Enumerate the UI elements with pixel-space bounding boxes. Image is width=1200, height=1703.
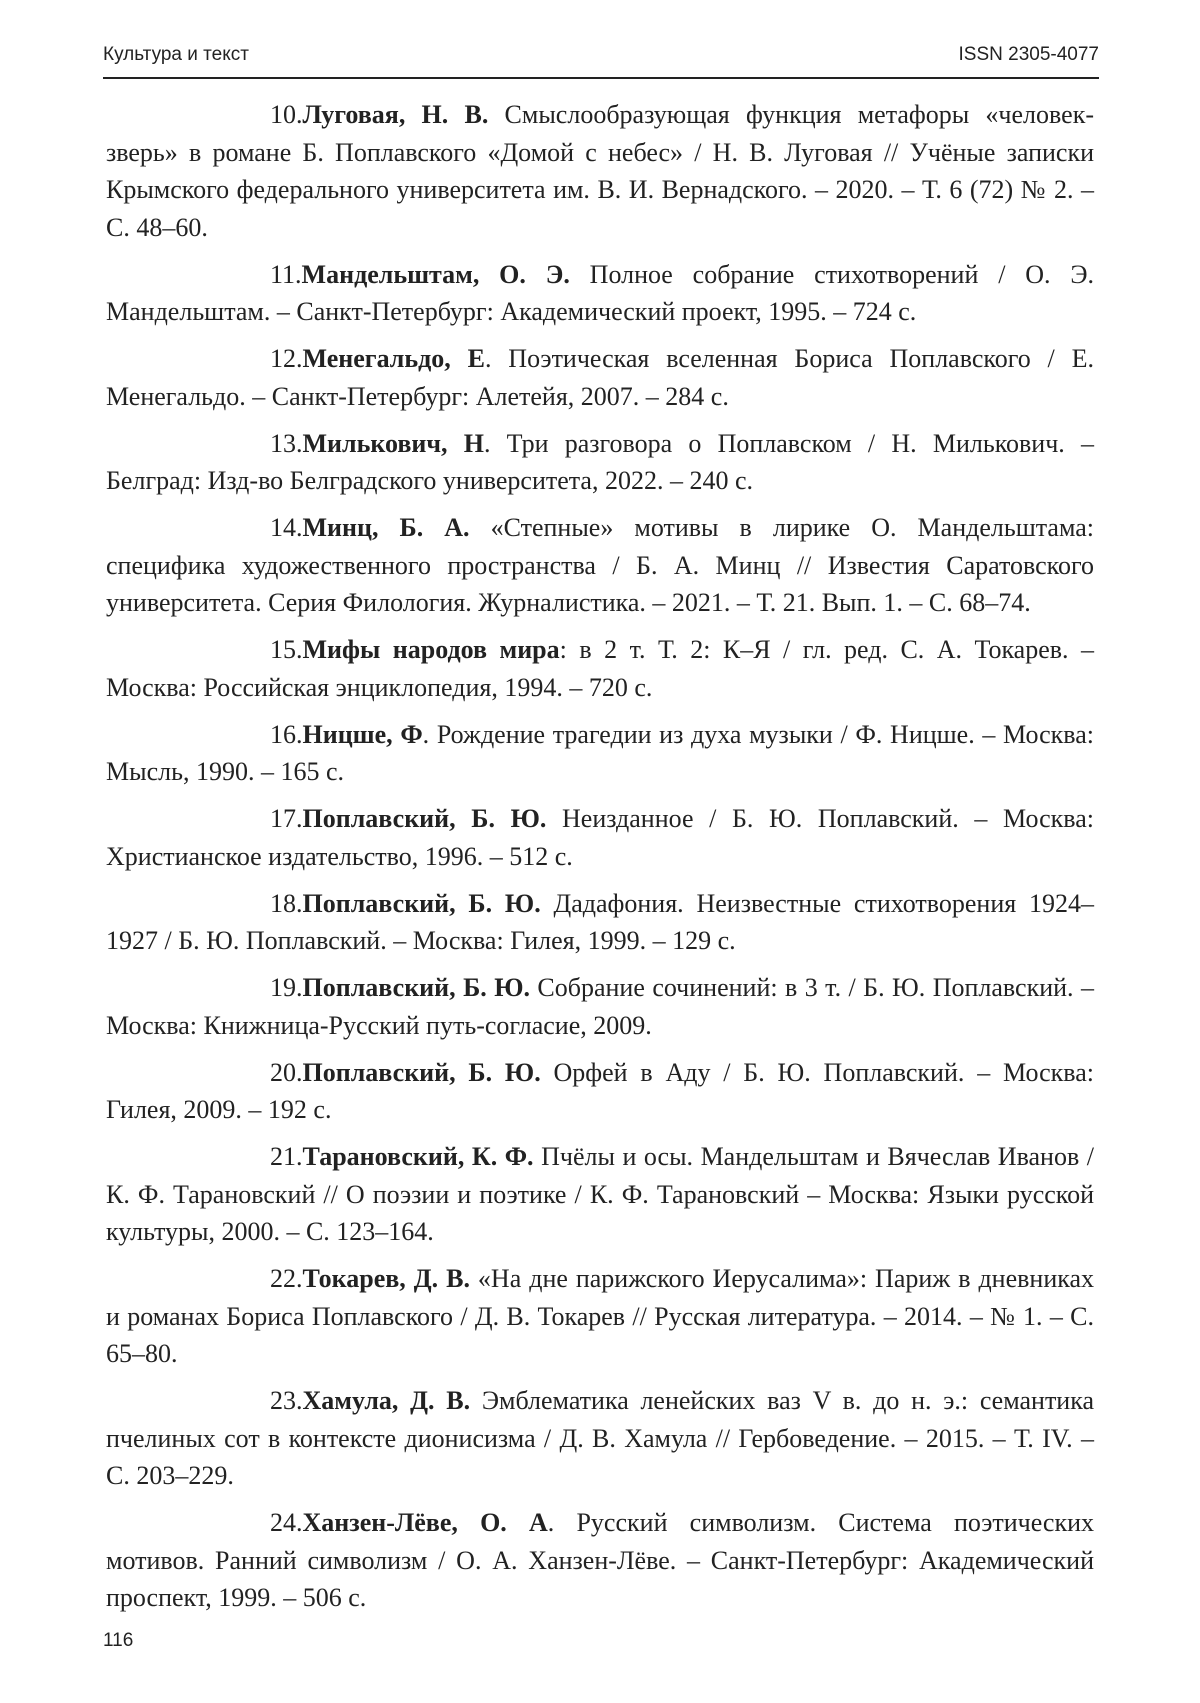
reference-author: Ницше, Ф (302, 719, 423, 749)
reference-text: Неизданное / Б. Ю. Поплавский. – Москва: Христианское издательство, 1996. – 512 с. (106, 804, 1094, 871)
reference-item (106, 1504, 1094, 1617)
reference-number: 13. (270, 428, 303, 458)
reference-item (106, 1054, 1094, 1129)
reference-list (106, 96, 1094, 1626)
reference-item (106, 1260, 1094, 1373)
reference-item (106, 800, 1094, 875)
reference-author: Луговая, Н. В. (302, 100, 489, 129)
reference-text: Собрание сочинений: в 3 т. / Б. Ю. Поплавский. – Москва: Книжница-Русский путь-согласие, 2009. (106, 973, 1094, 1040)
reference-item (106, 340, 1094, 415)
reference-text: Орфей в Аду / Б. Ю. Поплавский. – Москва: Гилея, 2009. – 192 с. (106, 1057, 1094, 1124)
reference-number: 15. (270, 635, 303, 664)
reference-author: Мифы народов мира (302, 635, 560, 664)
reference-text: Смыслообразующая функция метафоры «человек-зверь» в романе Б. Поплавского «Домой с небес» / Н. В. Луговая // Учёные записки Крымского федерального университета им. В. И. Вернадского. – 2020. – Т. 6 (72) № 2. – С. 48–60. (106, 100, 1094, 242)
reference-text: . Три разговора о Поплавском / Н. Милькович. – Белград: Изд-во Белградского университета, 2022. – 240 с. (106, 428, 1094, 495)
reference-author: Поплавский, Б. Ю. (302, 888, 541, 918)
reference-number: 16. (270, 719, 303, 749)
reference-author: Тарановский, К. Ф. (302, 1142, 534, 1171)
reference-number: 10. (270, 100, 303, 129)
reference-item (106, 1382, 1094, 1495)
reference-item (106, 96, 1094, 246)
reference-author: Милькович, Н (302, 428, 484, 458)
reference-text: Эмблематика ленейских ваз V в. до н. э.: семантика пчелиных сот в контексте дионисизма / Д. В. Хамула // Гербоведение. – 2015. – Т. IV. – С. 203–229. (106, 1386, 1095, 1490)
reference-item (106, 969, 1094, 1044)
reference-item (106, 509, 1094, 622)
reference-item (106, 631, 1094, 706)
reference-number: 17. (270, 804, 303, 833)
reference-text: «Степные» мотивы в лирике О. Мандельштама: специфика художественного пространства / Б. А. Минц // Известия Саратовского университета. Серия Филология. Журналистика. – 2021. – Т. 21. Вып. 1. – С. 68–74. (106, 513, 1095, 617)
reference-author: Менегальдо, Е (302, 344, 485, 373)
reference-number: 19. (270, 973, 303, 1002)
reference-text: : в 2 т. Т. 2: К–Я / гл. ред. С. А. Токарев. – Москва: Российская энциклопедия, 1994. – 720 с. (106, 635, 1095, 702)
reference-number: 20. (270, 1057, 303, 1087)
reference-number: 23. (270, 1386, 303, 1415)
reference-author: Токарев, Д. В. (302, 1264, 470, 1293)
reference-author: Поплавский, Б. Ю. (302, 973, 530, 1002)
reference-author: Минц, Б. А. (302, 513, 470, 542)
header-rule (103, 77, 1099, 79)
reference-number: 14. (270, 513, 303, 542)
reference-item (106, 1138, 1094, 1251)
reference-item (106, 256, 1094, 331)
reference-text: «На дне парижского Иерусалима»: Париж в дневниках и романах Бориса Поплавского / Д. В. Токарев // Русская литература. – 2014. – № 1. – С. 65–80. (106, 1264, 1095, 1368)
page-number: 116 (103, 1630, 134, 1651)
reference-text: . Поэтическая вселенная Бориса Поплавского / Е. Менегальдо. – Санкт-Петербург: Алетейя, 2007. – 284 с. (106, 344, 1094, 411)
issn: ISSN 2305-4077 (958, 44, 1099, 65)
reference-author: Поплавский, Б. Ю. (302, 1057, 541, 1087)
reference-text: . Русский символизм. Система поэтических мотивов. Ранний символизм / О. А. Ханзен-Лёве. – Санкт-Петербург: Академический проспект, 1999. – 506 с. (106, 1508, 1094, 1612)
reference-author: Хамула, Д. В. (302, 1386, 471, 1415)
reference-number: 24. (270, 1508, 303, 1537)
reference-text: Полное собрание стихотворений / О. Э. Мандельштам. – Санкт-Петербург: Академический проект, 1995. – 724 с. (106, 259, 1095, 326)
reference-item (106, 716, 1094, 791)
reference-text: Дадафония. Неизвестные стихотворения 1924–1927 / Б. Ю. Поплавский. – Москва: Гилея, 1999. – 129 с. (106, 888, 1094, 955)
reference-number: 18. (270, 888, 303, 918)
reference-item (106, 425, 1094, 500)
journal-title: Культура и текст (103, 44, 249, 65)
reference-author: Ханзен-Лёве, О. А (302, 1508, 548, 1537)
reference-author: Поплавский, Б. Ю. (302, 804, 547, 833)
reference-author: Мандельштам, О. Э. (301, 259, 570, 289)
reference-number: 22. (270, 1264, 303, 1293)
reference-number: 21. (270, 1142, 303, 1171)
reference-number: 12. (270, 344, 303, 373)
reference-text: Пчёлы и осы. Мандельштам и Вячеслав Иванов / К. Ф. Тарановский // О поэзии и поэтике / К. Ф. Тарановский – Москва: Языки русской культуры, 2000. – С. 123–164. (106, 1142, 1094, 1246)
reference-number: 11. (270, 259, 302, 289)
reference-text: . Рождение трагедии из духа музыки / Ф. Ницше. – Москва: Мысль, 1990. – 165 с. (106, 719, 1095, 786)
reference-item (106, 885, 1094, 960)
